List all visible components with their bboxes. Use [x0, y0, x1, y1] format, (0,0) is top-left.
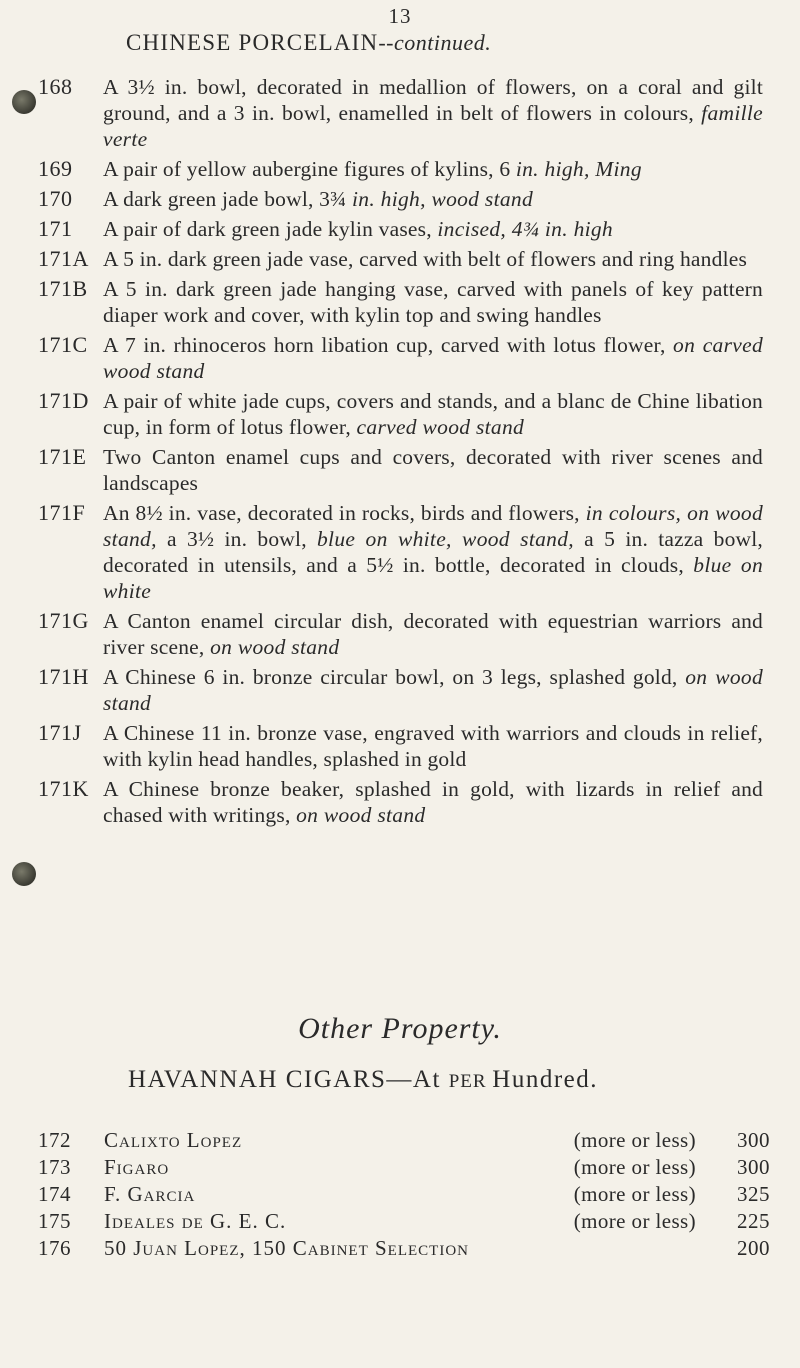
lot-entry: [0, 186, 800, 212]
lot-entry: [0, 500, 800, 604]
lot-description: A Chinese 11 in. bronze vase, engraved with warriors and clouds in relief, with kylin head handles, splashed in gold: [103, 721, 763, 771]
cigar-heading: HAVANNAH CIGARS—At PER Hundred.: [128, 1066, 599, 1093]
page-number: 13: [388, 4, 412, 28]
lot-list: [0, 74, 800, 832]
lot-entry: [0, 444, 800, 496]
lot-description: A 7 in. rhinoceros horn libation cup, carved with lotus flower, on carved wood stand: [103, 333, 763, 383]
lot-number: 171J: [38, 720, 82, 745]
cigar-list: [0, 1128, 800, 1263]
cigar-row: [0, 1209, 800, 1236]
lot-number: 169: [38, 156, 73, 181]
lot-number: 172: [38, 1128, 71, 1152]
lot-description: A Canton enamel circular dish, decorated with equestrian warriors and river scene, on wood stand: [103, 609, 763, 659]
lot-number: 171: [38, 216, 73, 241]
cigar-name: Calixto Lopez: [104, 1128, 243, 1152]
lot-number: 171E: [38, 444, 87, 469]
lot-entry: [0, 720, 800, 772]
cigar-row: [0, 1155, 800, 1182]
cigar-qualifier: (more or less): [573, 1209, 696, 1233]
binding-hole-icon: [12, 862, 36, 886]
cigar-price: 200: [737, 1236, 770, 1260]
lot-number: 171C: [38, 332, 88, 357]
lot-description: A 3½ in. bowl, decorated in medallion of flowers, on a coral and gilt ground, and a 3 in. bowl, enamelled in belt of flowers in colours, famille verte: [103, 75, 763, 151]
cigar-qualifier: (more or less): [573, 1128, 696, 1152]
lot-number: 171B: [38, 276, 88, 301]
lot-number: 171D: [38, 388, 89, 413]
lot-description: A pair of dark green jade kylin vases, incised, 4¾ in. high: [103, 217, 613, 241]
cigar-price: 300: [737, 1128, 770, 1152]
lot-description: An 8½ in. vase, decorated in rocks, birds and flowers, in colours, on wood stand, a 3½ in. bowl, blue on white, wood stand, a 5 in. tazza bowl, decorated in utensils, and a 5½ in. bottle, decorated in clouds, blue on white: [103, 501, 764, 603]
cigar-qualifier: (more or less): [573, 1182, 696, 1206]
cigar-row: [0, 1182, 800, 1209]
lot-entry: [0, 332, 800, 384]
lot-entry: [0, 608, 800, 660]
lot-entry: [0, 388, 800, 440]
lot-number: 171A: [38, 246, 89, 271]
lot-entry: [0, 216, 800, 242]
lot-description: A pair of white jade cups, covers and stands, and a blanc de Chine libation cup, in form of lotus flower, carved wood stand: [103, 389, 763, 439]
lot-description: A 5 in. dark green jade vase, carved with belt of flowers and ring handles: [103, 247, 748, 271]
lot-description: A 5 in. dark green jade hanging vase, carved with panels of key pattern diaper work and cover, with kylin top and swing handles: [103, 277, 763, 327]
lot-number: 176: [38, 1236, 71, 1260]
lot-entry: [0, 664, 800, 716]
lot-number: 168: [38, 74, 73, 99]
cigar-name: F. Garcia: [104, 1182, 196, 1206]
lot-description: A Chinese bronze beaker, splashed in gold, with lizards in relief and chased with writings, on wood stand: [103, 777, 763, 827]
lot-description: A dark green jade bowl, 3¾ in. high, wood stand: [103, 187, 534, 211]
lot-description: A Chinese 6 in. bronze circular bowl, on 3 legs, splashed gold, on wood stand: [103, 665, 763, 715]
lot-description: A pair of yellow aubergine figures of kylins, 6 in. high, Ming: [103, 157, 642, 181]
lot-entry: [0, 776, 800, 828]
cigar-name: 50 Juan Lopez, 150 Cabinet Selection: [104, 1236, 469, 1260]
section-title: Other Property.: [298, 1012, 502, 1045]
cigar-row: [0, 1236, 800, 1263]
running-head-continued: --continued.: [378, 30, 492, 55]
cigar-name: Ideales de G. E. C.: [104, 1209, 287, 1233]
lot-entry: [0, 74, 800, 152]
cigar-name: Figaro: [104, 1155, 170, 1179]
lot-number: 171G: [38, 608, 89, 633]
cigar-price: 225: [737, 1209, 770, 1233]
lot-number: 171F: [38, 500, 86, 525]
running-head: [126, 30, 766, 56]
lot-entry: [0, 156, 800, 182]
lot-entry: [0, 276, 800, 328]
cigar-price: 300: [737, 1155, 770, 1179]
running-head-title: CHINESE PORCELAIN: [126, 30, 379, 55]
lot-entry: [0, 246, 800, 272]
lot-number: 175: [38, 1209, 71, 1233]
cigar-row: [0, 1128, 800, 1155]
cigar-price: 325: [737, 1182, 770, 1206]
cigar-qualifier: (more or less): [573, 1155, 696, 1179]
lot-number: 171H: [38, 664, 89, 689]
lot-number: 170: [38, 186, 73, 211]
lot-number: 173: [38, 1155, 71, 1179]
lot-number: 174: [38, 1182, 71, 1206]
lot-number: 171K: [38, 776, 89, 801]
lot-description: Two Canton enamel cups and covers, decorated with river scenes and landscapes: [103, 445, 763, 495]
